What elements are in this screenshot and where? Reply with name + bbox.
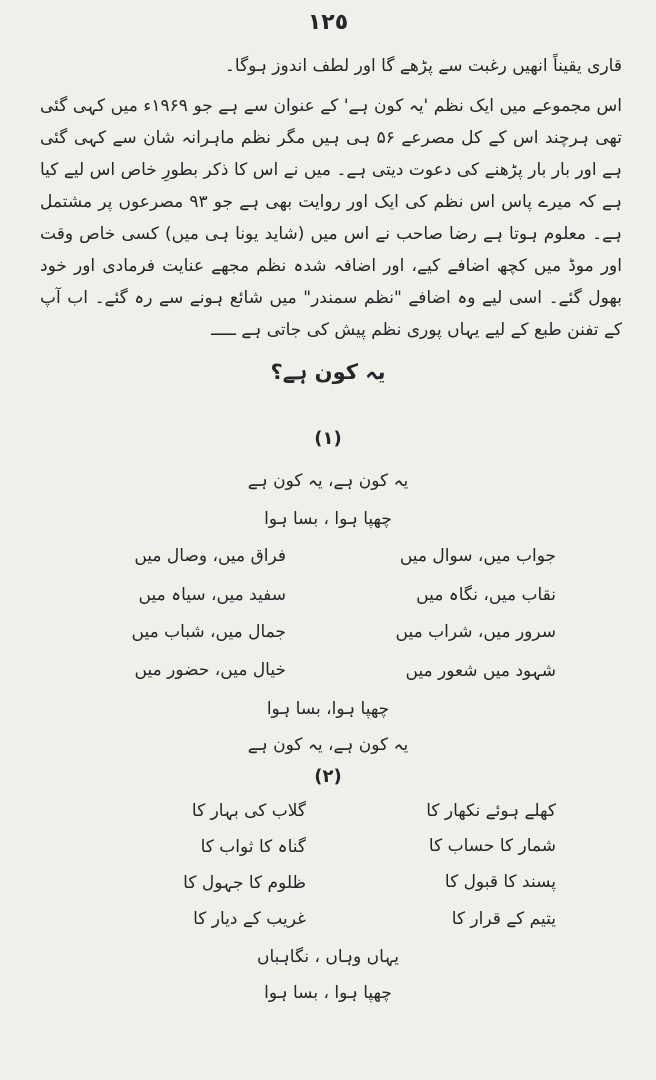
poem-verse-left: گناہ کا ثواب کا [200, 837, 306, 857]
poem-verse-left: غریب کے دیار کا [193, 909, 306, 929]
poem-title: یہ کون ہے؟ [270, 360, 386, 384]
poem-line: چھپا ہوا، بسا ہوا [266, 699, 390, 719]
poem-verse-left: فراق میں، وصال میں [134, 546, 286, 566]
poem-verse-right: یتیم کے قرار کا [451, 909, 556, 929]
poem-verse-left: ظلوم کا جہول کا [183, 873, 306, 893]
poem-verse-left: سفید میں، سیاہ میں [138, 585, 286, 605]
section-1-number: (۱) [314, 428, 342, 449]
poem-verse-left: خیال میں، حضور میں [134, 660, 286, 680]
poem-verse-right: نقاب میں، نگاہ میں [416, 585, 556, 605]
poem-verse-right: سرور میں، شراب میں [395, 622, 556, 642]
section-2-number: (۲) [314, 766, 342, 787]
poem-verse-left: گلاب کی بہار کا [191, 801, 306, 821]
page-number: ١٢٥ [307, 10, 349, 35]
poem-verse-right: شمار کا حساب کا [428, 836, 556, 856]
poem-line: یہ کون ہے، یہ کون ہے [247, 471, 409, 491]
poem-verse-right: جواب میں، سوال میں [399, 546, 556, 566]
poem-line: یہاں وہاں ، نگاہباں [257, 947, 399, 967]
poem-verse-left: جمال میں، شباب میں [131, 622, 286, 642]
poem-verse-right: شہود میں شعور میں [405, 661, 556, 681]
poem-line: چھپا ہوا ، بسا ہوا [264, 509, 392, 529]
paragraph-2: اس مجموعے میں ایک نظم 'یہ کون ہے' کے عنوان سے ہے جو ۱۹۶۹ء میں کہی گئی تھی ہرچند اس کے کل مصرعے ۵۶ ہی ہیں مگر نظم ماہرانہ شان سے کہی گئی ہے اور بار بار پڑھنے کی دعوت دیتی ہے۔ میں نے اس کا ذکر بطورِ خاص اس لیے کیا ہے کہ میرے پاس اس نظم کی ایک اور روایت بھی ہے جو ۹۳ مصرعوں پر مشتمل ہے۔ معلوم ہوتا ہے رضا صاحب نے اس میں (شاید یونا ہی میں) کسی خاص وقت اور موڈ میں کچھ اضافے کیے، اور اضافہ شدہ نظم مجھے عنایت فرمادی اور خود بھول گئے۔ اسی لیے وہ اضافے "نظم سمندر" میں شائع ہونے سے رہ گئے۔ اب آپ کے تفنن طبع کے لیے یہاں پوری نظم پیش کی جاتی ہے ـــــ [40, 96, 622, 340]
poem-verse-right: پسند کا قبول کا [444, 872, 556, 892]
paragraph-1: قاری یقیناً انھیں رغبت سے پڑھے گا اور لطف اندوز ہوگا۔ [224, 56, 622, 76]
poem-line: چھپا ہوا ، بسا ہوا [264, 983, 392, 1003]
poem-line: یہ کون ہے، یہ کون ہے [247, 735, 409, 755]
poem-verse-right: کھلے ہوئے نکھار کا [426, 801, 556, 821]
